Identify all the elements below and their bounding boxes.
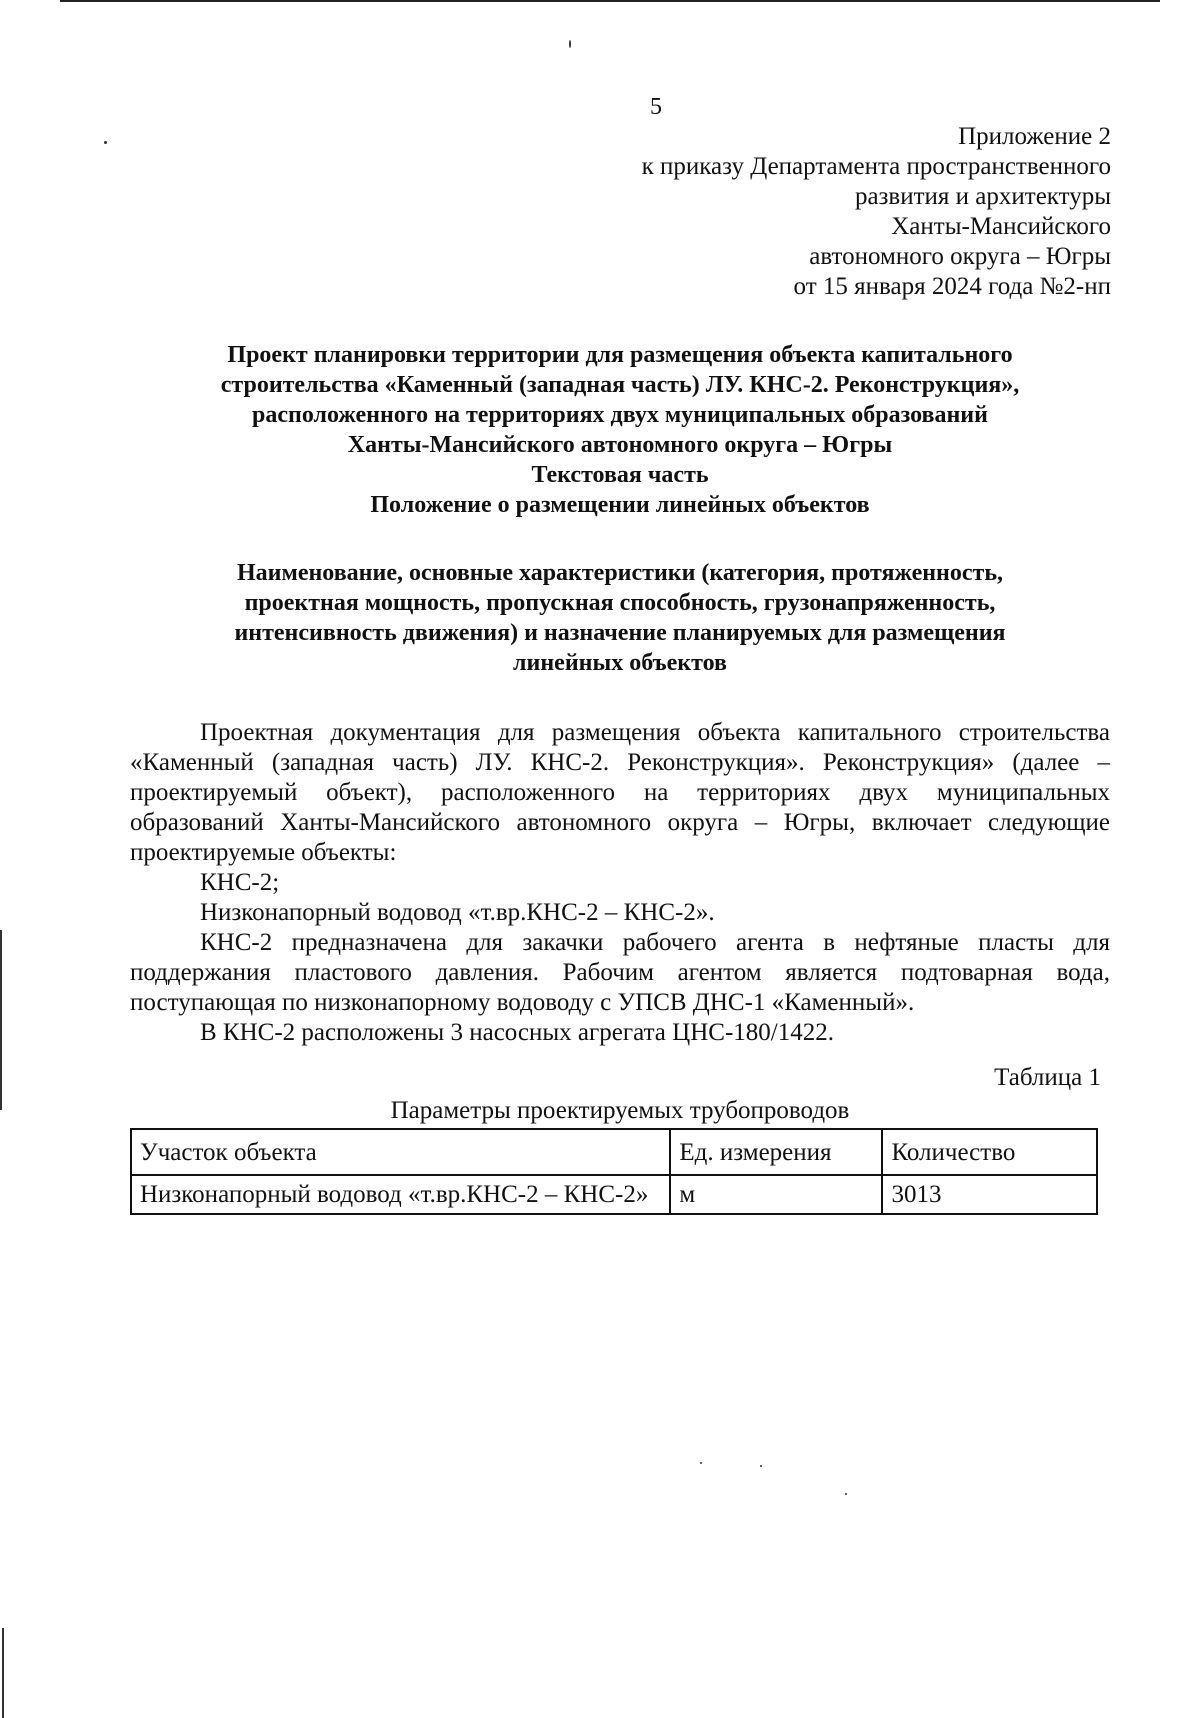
table-label: Таблица 1	[994, 1064, 1101, 1091]
title-line: расположенного на территориях двух муниципальных образований	[252, 402, 988, 428]
table-header-row	[131, 1129, 1097, 1175]
table-row	[131, 1175, 1097, 1214]
body-paragraph: КНС-2 предназначена для закачки рабочего агента в нефтяные пласты для поддержания пластового давления. Рабочим агентом является подтоварная вода, поступающая по низконапорному водоводу с УПСВ ДНС-1 «Каменный».	[130, 929, 1110, 1016]
appendix-line: Приложение 2	[958, 123, 1111, 150]
table-header-cell: Ед. измерения	[670, 1129, 882, 1175]
scan-speck	[845, 1493, 847, 1495]
table-cell: м	[670, 1175, 882, 1214]
appendix-line: Ханты-Мансийского	[891, 213, 1111, 240]
table-cell: Низконапорный водовод «т.вр.КНС-2 – КНС-2»	[131, 1175, 670, 1214]
title-line: Ханты-Мансийского автономного округа – Югры	[347, 432, 893, 458]
appendix-line: к приказу Департамента пространственного	[641, 153, 1111, 180]
appendix-line: автономного округа – Югры	[809, 243, 1111, 270]
table-header-cell: Количество	[882, 1129, 1097, 1175]
document-title	[130, 340, 1110, 520]
section-heading	[130, 558, 1110, 678]
page-number: 5	[650, 94, 662, 120]
scan-edge-line	[60, 0, 1160, 2]
scan-speck	[104, 141, 107, 144]
scan-edge-line	[0, 930, 2, 1110]
appendix-header	[642, 122, 1111, 302]
table-caption: Параметры проектируемых трубопроводов	[390, 1097, 850, 1124]
body-paragraph: В КНС-2 расположены 3 насосных агрегата ЦНС-180/1422.	[200, 1019, 834, 1046]
section-heading-line: интенсивность движения) и назначение планируемых для размещения	[234, 620, 1006, 646]
section-heading-line: Наименование, основные характеристики (категория, протяженность,	[236, 560, 1004, 586]
body-paragraph: КНС-2;	[200, 869, 280, 896]
parameters-table	[130, 1128, 1098, 1215]
appendix-line: развития и архитектуры	[854, 183, 1111, 210]
scan-speck	[700, 1462, 702, 1464]
scan-edge-line	[2, 1628, 4, 1718]
appendix-line: от 15 января 2024 года №2-нп	[793, 273, 1111, 300]
title-line: Положение о размещении линейных объектов	[370, 492, 870, 518]
scan-speck	[569, 40, 571, 48]
title-line: Проект планировки территории для размещения объекта капитального	[227, 342, 1013, 368]
body-text	[130, 718, 1110, 1048]
body-paragraph: Проектная документация для размещения объекта капитального строительства «Каменный (западная часть) ЛУ. КНС-2. Реконструкция». Реконструкция» (далее – проектируемый объект), расположенного на территориях двух муниципальных образований Ханты-Мансийского автономного округа – Югры, включает следующие проектируемые объекты:	[130, 719, 1110, 866]
scan-speck	[760, 1465, 762, 1467]
title-line: строительства «Каменный (западная часть) ЛУ. КНС-2. Реконструкция»,	[220, 372, 1020, 398]
table-header-cell: Участок объекта	[131, 1129, 670, 1175]
section-heading-line: линейных объектов	[513, 650, 727, 676]
table-cell: 3013	[882, 1175, 1097, 1214]
section-heading-line: проектная мощность, пропускная способность, грузонапряженность,	[244, 590, 996, 616]
body-paragraph: Низконапорный водовод «т.вр.КНС-2 – КНС-2».	[200, 899, 715, 926]
title-line: Текстовая часть	[531, 462, 709, 488]
